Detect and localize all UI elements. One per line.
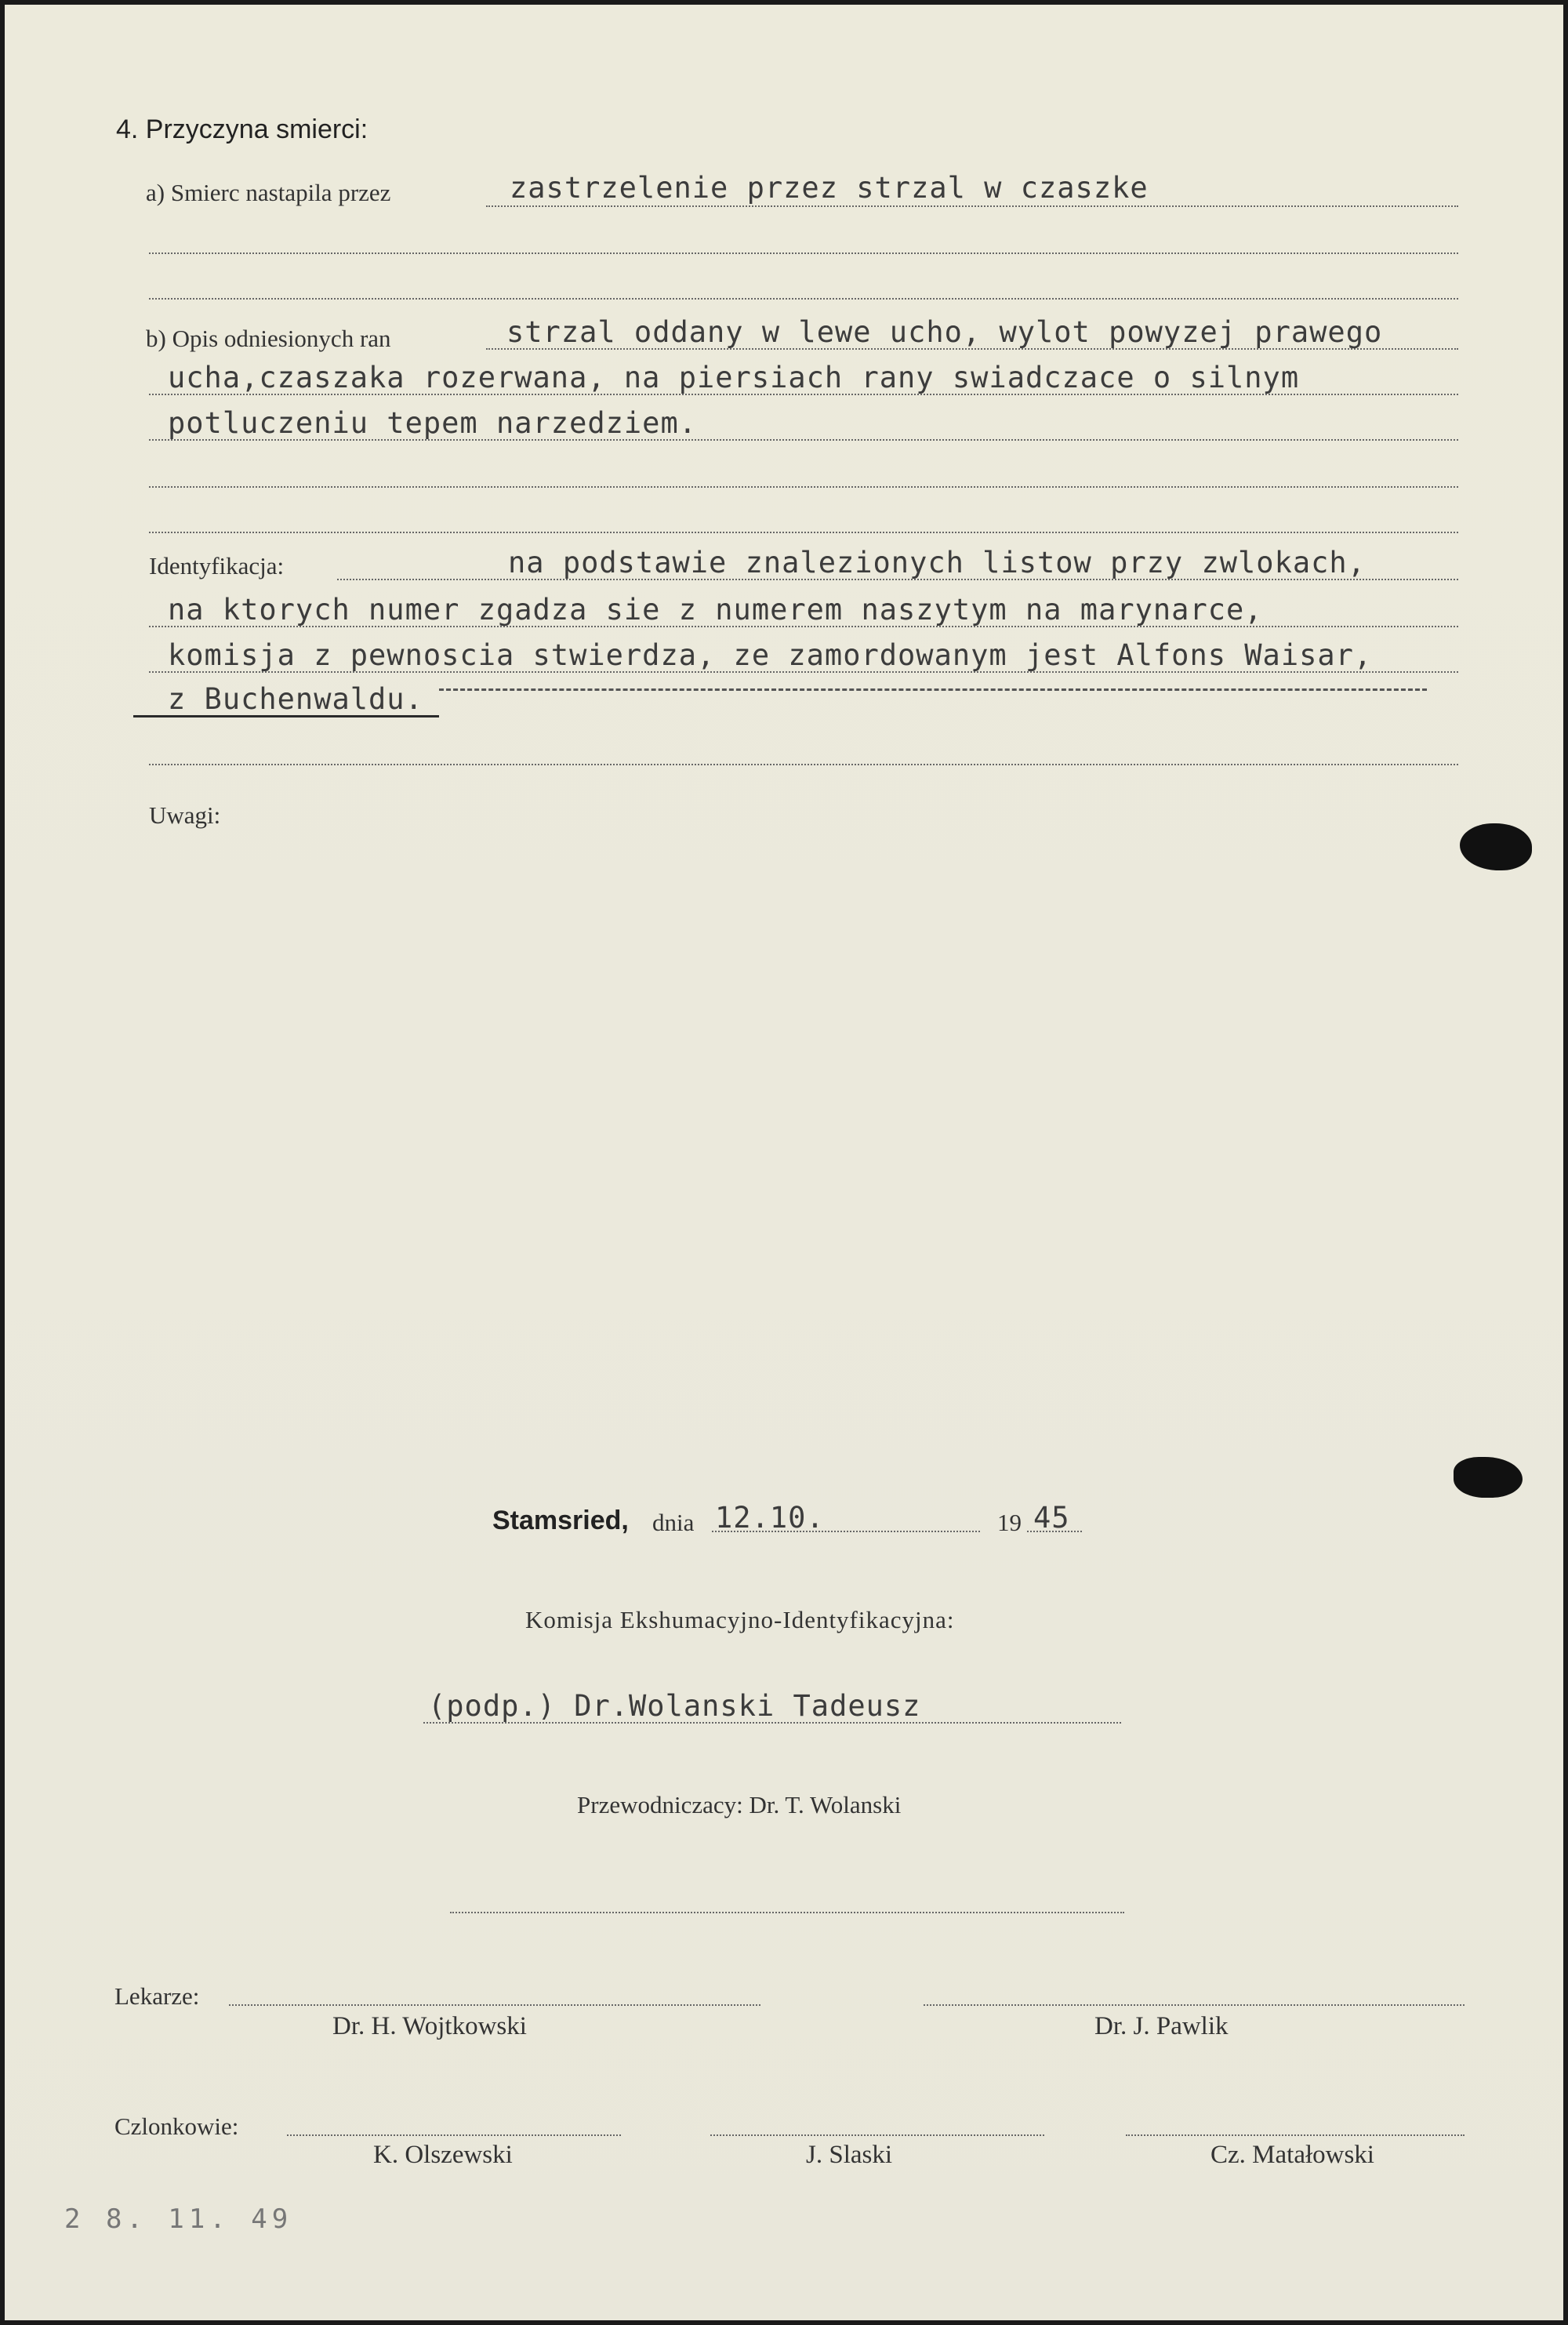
blank-line-5 [149,764,1458,765]
wounds-label: b) Opis odniesionych ran [146,325,391,352]
identification-text-1: na podstawie znalezionych listow przy zwlokach, [508,546,1366,579]
blank-line-4 [149,532,1458,533]
member-signature-line-2 [710,2134,1044,2136]
doctor-name-1: Dr. H. Wojtkowski [332,2012,527,2040]
members-label: Czlonkowie: [114,2112,239,2140]
section-heading: 4. Przyczyna smierci: [116,114,368,144]
identification-text-4: z Buchenwaldu. [168,682,423,716]
member-name-1: K. Olszewski [373,2141,513,2169]
wounds-text-1: strzal oddany w lewe ucho, wylot powyzej prawego [506,315,1383,349]
doctors-label: Lekarze: [114,1982,200,2010]
chairman-signature-line [450,1912,1124,1913]
blank-line-2 [149,298,1458,300]
doctor-signature-line-2 [924,2004,1465,2006]
cause-label: a) Smierc nastapila przez [146,179,391,206]
member-signature-line-1 [287,2134,621,2136]
archive-stamp: 2 8. 11. 49 [64,2203,293,2235]
cause-value: zastrzelenie przez strzal w czaszke [510,171,1149,205]
identification-text-3: komisja z pewnoscia stwierdza, ze zamordowanym jest Alfons Waisar, [168,638,1373,672]
identification-strike-line [439,688,1427,691]
blank-line-1 [149,252,1458,254]
doctor-name-2: Dr. J. Pawlik [1094,2012,1229,2040]
member-name-3: Cz. Matałowski [1210,2141,1374,2169]
ink-blot [1454,1457,1523,1498]
place-name: Stamsried, [492,1506,629,1535]
identification-label: Identyfikacja: [149,552,285,579]
identification-underline [133,715,439,717]
remarks-label: Uwagi: [149,801,221,829]
year-value: 45 [1033,1501,1070,1535]
date-label: dnia [652,1509,695,1536]
blank-line-3 [149,486,1458,488]
date-value: 12.10. [715,1501,825,1535]
member-name-2: J. Slaski [806,2141,893,2169]
member-signature-line-3 [1126,2134,1465,2136]
wounds-text-3: potluczeniu tepem narzedziem. [168,406,698,440]
cause-line [486,205,1458,207]
ink-blot [1460,823,1532,870]
chairman-label: Przewodniczacy: Dr. T. Wolanski [577,1791,902,1818]
identification-text-2: na ktorych numer zgadza sie z numerem naszytym na marynarce, [168,593,1263,627]
year-prefix: 19 [997,1509,1022,1536]
wounds-text-2: ucha,czaszaka rozerwana, na piersiach rany swiadczace o silnym [168,361,1300,394]
doctor-signature-line-1 [229,2004,760,2006]
commission-signature: (podp.) Dr.Wolanski Tadeusz [428,1689,921,1723]
commission-title: Komisja Ekshumacyjno-Identyfikacyjna: [525,1606,955,1633]
